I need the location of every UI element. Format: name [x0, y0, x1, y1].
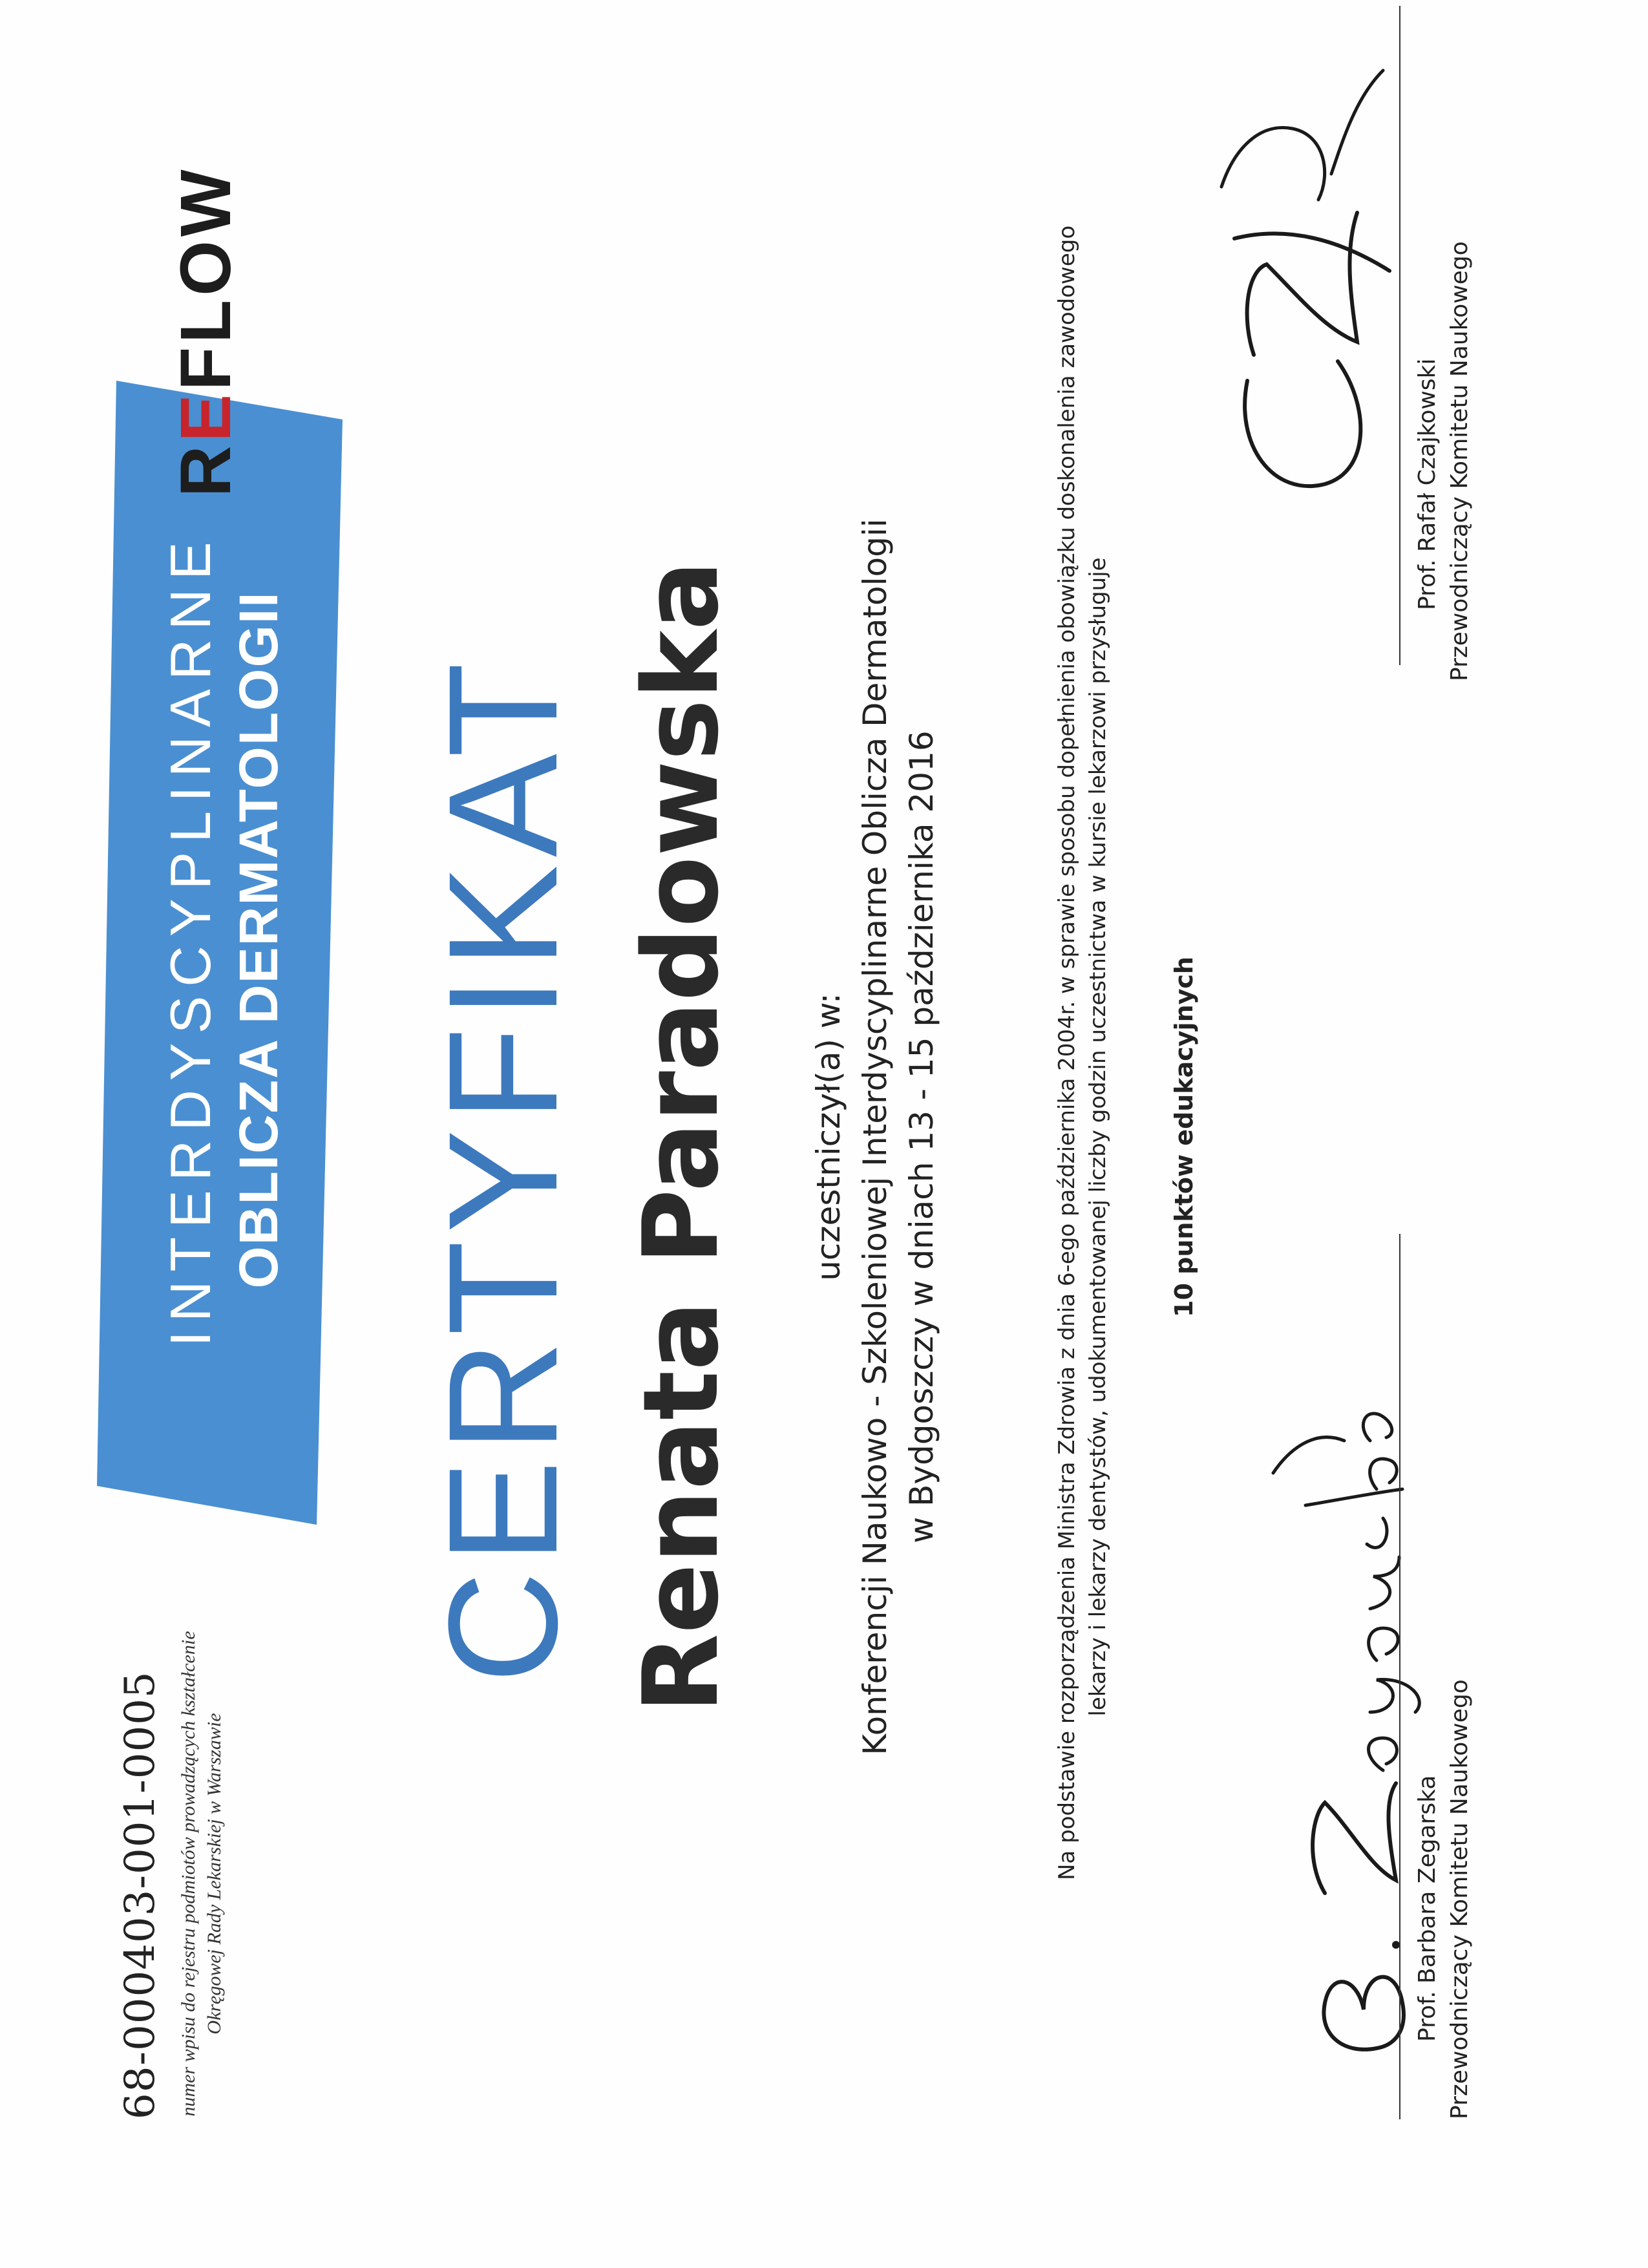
conference-name: Konferencji Naukowo - Szkoleniowej Interdyscyplinarne Oblicza Dermatologii — [856, 518, 894, 1755]
signature-right-stroke-tail — [1221, 70, 1383, 200]
sponsor-logo — [165, 165, 247, 497]
signature-left-stroke-rest — [1273, 1414, 1419, 1770]
signature-right-handwriting — [1196, 58, 1402, 575]
education-points: 10 punktów edukacyjnych — [1170, 957, 1198, 1317]
event-logo-line1: INTERDYSCYPLINARNE — [158, 533, 222, 1347]
registry-note-line2: Okręgowej Rady Lekarskiej w Warszawie — [204, 1713, 225, 2035]
signature-left-stroke-z — [1313, 1783, 1396, 1893]
legal-basis-line2: lekarzy i lekarzy dentystów, udokumentowanej liczby godzin uczestnictwa w kursie lekarzowi przysługuje — [1085, 557, 1111, 1717]
sponsor-logo-accent: E — [166, 390, 246, 442]
sponsor-logo-part1: R — [166, 441, 246, 497]
sponsor-logo-part2: FLOW — [166, 165, 246, 391]
signatory-right-name: Prof. Rafał Czajkowski — [1414, 358, 1441, 610]
signature-left-stroke-b — [1324, 1977, 1403, 2050]
signature-right-stroke-c — [1245, 361, 1360, 486]
legal-basis-line1: Na podstawie rozporządzenia Ministra Zdrowia z dnia 6-ego października 2004r. w sprawie sposobu dopełnienia obowiązku doskonalenia zawodowego — [1054, 225, 1080, 1880]
participation-line: uczestniczył(a) w: — [810, 993, 847, 1281]
signatory-right-role: Przewodniczący Komitetu Naukowego — [1446, 241, 1473, 681]
certificate-title: CERTYFIKAT — [416, 655, 589, 1684]
signature-left-handwriting — [1215, 1363, 1422, 2074]
event-logo-line2: OBLICZA DERMATOLOGII — [228, 591, 289, 1289]
registry-note-line1: numer wpisu do rejestru podmiotów prowadzących kształcenie — [178, 1631, 199, 2117]
registry-number: 68-000403-001-0005 — [116, 1671, 164, 2119]
registry-note — [176, 1628, 227, 2119]
recipient-name: Renata Paradowska — [620, 560, 741, 1713]
conference-place-date: w Bydgoszczy w dniach 13 - 15 października 2016 — [903, 730, 940, 1543]
signature-right-stroke-z — [1234, 213, 1389, 355]
signature-line-left — [1399, 1234, 1400, 2119]
signature-line-right — [1399, 6, 1400, 665]
signatory-left-name: Prof. Barbara Zegarska — [1414, 1775, 1441, 2042]
signatory-left-role: Przewodniczący Komitetu Naukowego — [1446, 1679, 1473, 2119]
event-logo-text — [120, 407, 326, 1473]
